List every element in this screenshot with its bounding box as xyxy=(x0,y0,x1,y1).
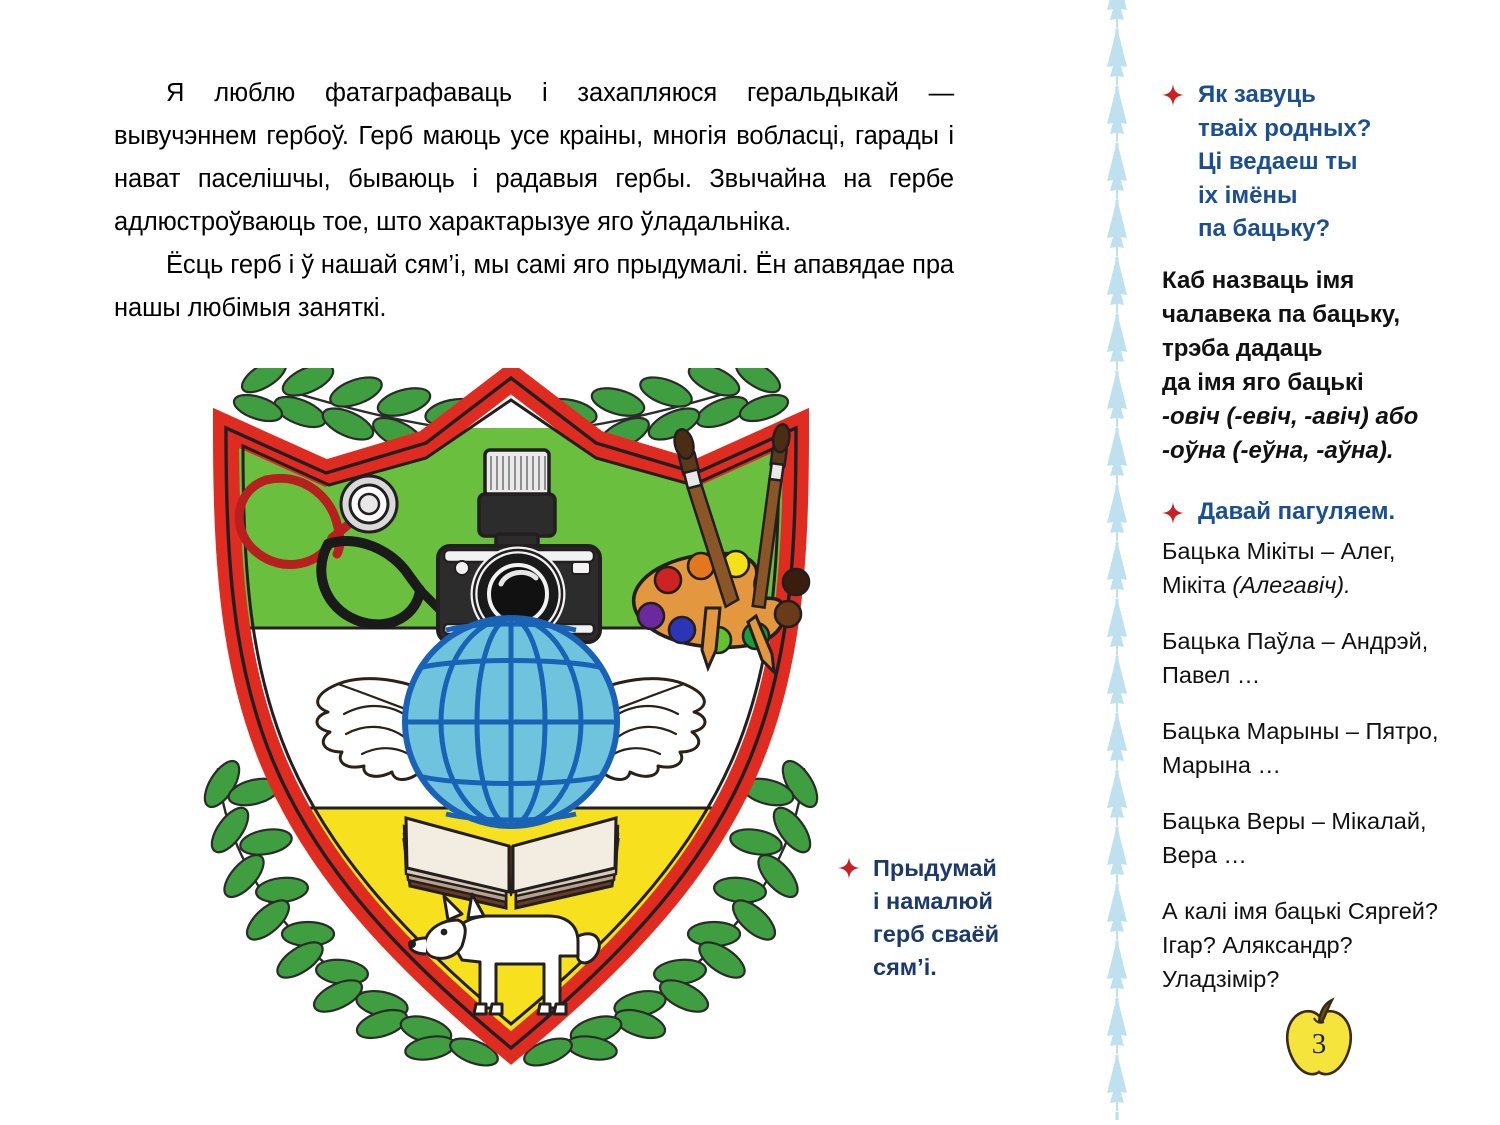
coat-of-arms-illustration xyxy=(196,368,826,1068)
question-line-2: тваіх родных? xyxy=(1198,114,1372,142)
sidebar-play-items xyxy=(1162,534,1482,996)
question-line-5: па бацьку? xyxy=(1198,215,1331,242)
paragraph-1-text: Я люблю фатаграфаваць і захапляюся геральдыкай — вывучэннем гербоў. Герб маюць усе краіны, многія вобласці, гарады і нават паселішчы, бываюць і радавыя гербы. Звычайна на гербе адлюстроўваюць тое, што характарызуе яго ўладальніка. xyxy=(114,79,954,236)
question-line-4: іх імёны xyxy=(1198,181,1298,209)
play-item-line-1: Бацька Мікіты – Алег, xyxy=(1162,538,1396,564)
callout-line-2: і намалюй xyxy=(873,888,993,914)
play-item xyxy=(1162,534,1482,602)
callout-line-4: сям’і. xyxy=(873,954,937,980)
closing-line-2: Ігар? Аляксандр? xyxy=(1162,932,1353,958)
play-item-line-1: Бацька Веры – Мікалай, xyxy=(1162,808,1427,834)
note-line-1: Каб назваць імя xyxy=(1162,267,1355,294)
note-suffix-line-1: -овіч (-евіч, -авіч) або xyxy=(1162,403,1419,430)
play-item-line-2 xyxy=(1162,568,1482,602)
play-item xyxy=(1162,624,1482,692)
play-item xyxy=(1162,714,1482,782)
play-item-name: Мікіта xyxy=(1162,572,1233,598)
right-sidebar xyxy=(1162,0,1492,1112)
closing-line-1: А калі імя бацькі Сяргей? xyxy=(1162,898,1438,924)
sidebar-question-text xyxy=(1198,78,1371,246)
note-line-3: трэба дадаць xyxy=(1162,335,1323,362)
play-item-name: Вера … xyxy=(1162,842,1247,868)
note-line-4: да імя яго бацькі xyxy=(1162,369,1364,396)
paragraph-2-text: Ёсць герб і ў нашай сям’і, мы самі яго прыдумалі. Ён апавядае пра нашы любімыя заняткі. xyxy=(114,251,954,322)
play-item xyxy=(1162,804,1482,872)
diamond-bullet-icon xyxy=(1162,84,1184,106)
question-line-3: Ці ведаеш ты xyxy=(1198,148,1358,175)
callout-line-1: Прыдумай xyxy=(873,855,997,881)
play-item-line-2 xyxy=(1162,838,1482,872)
decorative-column-divider xyxy=(1100,0,1134,1120)
play-item-name: Марына … xyxy=(1162,752,1281,778)
play-item-line-2 xyxy=(1162,748,1482,782)
diamond-bullet-icon xyxy=(838,857,860,879)
play-item-line-1: Бацька Марыны – Пятро, xyxy=(1162,718,1439,744)
closing-line-3: Уладзімір? xyxy=(1162,966,1280,992)
note-suffix-line-2: -оўна (-еўна, -аўна). xyxy=(1162,437,1394,464)
note-line-2: чалавека па бацьку, xyxy=(1162,301,1401,328)
sidebar-play-heading xyxy=(1162,497,1482,527)
main-text-block xyxy=(114,72,954,330)
sidebar-question-block xyxy=(1162,78,1482,246)
paragraph-1 xyxy=(114,72,954,244)
page-number: 3 xyxy=(1311,1027,1327,1060)
play-item-line-2 xyxy=(1162,658,1482,692)
callout-text xyxy=(873,852,999,984)
play-closing-question xyxy=(1162,894,1482,996)
play-item-patronymic: (Алегавіч). xyxy=(1232,572,1351,598)
play-heading-text: Давай пагуляем. xyxy=(1198,498,1396,525)
play-item-name: Павел … xyxy=(1162,662,1261,688)
diamond-bullet-icon xyxy=(1162,502,1184,524)
callout-line-3: герб сваёй xyxy=(873,921,1000,947)
paragraph-2 xyxy=(114,244,954,330)
question-line-1: Як завуць xyxy=(1198,81,1316,108)
sidebar-note-block xyxy=(1162,264,1482,468)
play-item-line-1: Бацька Паўла – Андрэй, xyxy=(1162,628,1429,654)
callout-draw-your-crest xyxy=(838,852,1048,984)
